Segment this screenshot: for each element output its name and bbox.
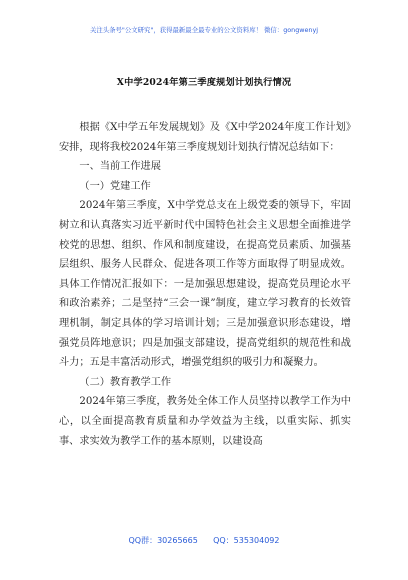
document-body [59,118,351,451]
footer-contact: QQ群：30265665 QQ：535304092 [128,536,280,545]
intro-paragraph: 根据《X中学五年发展规划》及《X中学2024年度工作计划》安排，现将我校2024年第三季度规划计划执行情况总结如下： [59,122,351,153]
document-title: X中学2024年第三季度规划计划执行情况 [116,77,292,88]
subsection-heading-party: （一）党建工作 [79,180,151,192]
teaching-work-paragraph: 2024年第三季度，教务处全体工作人员坚持以教学工作为中心，以全面提高教育质量和办学效益为主线，以重实际、抓实事、求实效为教学工作的基本原则，以建设高 [59,396,351,447]
subsection-heading-teaching: （二）教育教学工作 [79,376,172,388]
section-heading-progress: 一、当前工作进展 [79,161,161,173]
header-note: 关注头条号"公文研究"，获得最新最全最专业的公文资料库！ 微信：gongwenyj [89,26,319,34]
party-work-paragraph: 2024年第三季度，X中学党总支在上级党委的领导下，牢固树立和认真落实习近平新时代中国特色社会主义思想全面推进学校党的思想、组织、作风和制度建设，在提高党员素质、加强基层组织、服务人民群众、促进各项工作等方面取得了明显成效。具体工作情况汇报如下：一是加强思想建设，提高党员理论水平和政治素养；二是坚持“三会一课”制度，建立学习教育的长效管理机制，制定具体的学习培训计划；三是加强意识形态建设，增强党员阵地意识；四是加强支部建设，提高党组织的规范性和战斗力；五是丰富活动形式，增强党组织的吸引力和凝聚力。 [59,200,351,369]
